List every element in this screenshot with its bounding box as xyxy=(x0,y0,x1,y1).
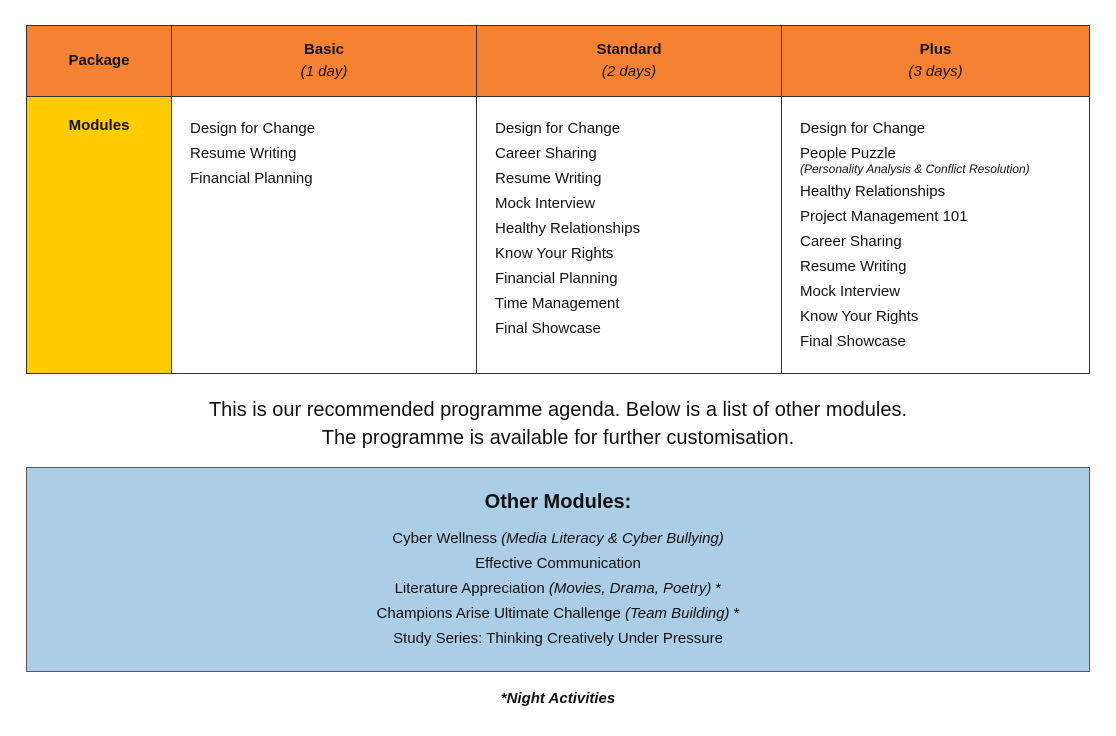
list-item: Resume Writing xyxy=(800,258,907,275)
package-name: Basic xyxy=(303,41,345,58)
other-modules-list xyxy=(27,526,1089,651)
list-item: Final Showcase xyxy=(495,320,601,337)
list-item: Healthy Relationships xyxy=(495,220,641,237)
module-suffix: * xyxy=(711,580,722,597)
module-name: Literature Appreciation xyxy=(394,580,549,597)
list-item: Healthy Relationships xyxy=(800,183,946,200)
other-modules-box xyxy=(26,467,1090,672)
list-item: Project Management 101 xyxy=(800,208,968,225)
basic-modules-cell xyxy=(172,97,477,374)
list-item xyxy=(27,601,1089,626)
note-line: The programme is available for further customisation. xyxy=(321,427,795,449)
header-standard xyxy=(477,26,782,97)
modules-row xyxy=(27,97,1090,374)
module-name: Champions Arise Ultimate Challenge xyxy=(376,605,625,622)
list-item: Know Your Rights xyxy=(495,245,614,262)
module-subtitle: (Personality Analysis & Conflict Resolution) xyxy=(800,162,1030,176)
note-line: This is our recommended programme agenda. Below is a list of other modules. xyxy=(208,399,908,421)
list-item: Final Showcase xyxy=(800,333,906,350)
list-item: Know Your Rights xyxy=(800,308,919,325)
package-duration: (2 days) xyxy=(601,63,657,80)
package-comparison-table xyxy=(26,25,1090,374)
list-item: Resume Writing xyxy=(190,145,297,162)
package-duration: (1 day) xyxy=(300,63,348,80)
header-package-label: Package xyxy=(27,26,172,97)
module-detail: (Team Building) xyxy=(624,605,730,622)
recommendation-note xyxy=(0,396,1116,452)
module-suffix: * xyxy=(729,605,740,622)
list-item xyxy=(27,626,1089,651)
modules-row-label: Modules xyxy=(27,97,172,374)
list-item xyxy=(800,141,1089,176)
header-plus xyxy=(782,26,1090,97)
list-item: Resume Writing xyxy=(495,170,602,187)
list-item: Career Sharing xyxy=(495,145,597,162)
header-basic xyxy=(172,26,477,97)
list-item: Financial Planning xyxy=(495,270,618,287)
module-name: Effective Communication xyxy=(475,555,641,572)
standard-modules-list xyxy=(495,116,781,341)
package-name: Standard xyxy=(596,41,662,58)
package-duration: (3 days) xyxy=(908,63,963,80)
module-detail: (Movies, Drama, Poetry) xyxy=(548,580,712,597)
module-name: Study Series: Thinking Creatively Under Pressure xyxy=(393,630,723,647)
standard-modules-cell xyxy=(477,97,782,374)
list-item: Mock Interview xyxy=(495,195,596,212)
list-item: Financial Planning xyxy=(190,170,313,187)
basic-modules-list xyxy=(190,116,476,191)
plus-modules-list xyxy=(800,116,1089,354)
footnote: *Night Activities xyxy=(500,690,616,707)
module-detail: (Media Literacy & Cyber Bullying) xyxy=(501,530,724,547)
list-item xyxy=(27,551,1089,576)
list-item xyxy=(27,576,1089,601)
list-item: Design for Change xyxy=(190,120,316,137)
table-header-row xyxy=(27,26,1090,97)
list-item: Time Management xyxy=(495,295,620,312)
list-item: Mock Interview xyxy=(800,283,901,300)
list-item xyxy=(27,526,1089,551)
plus-modules-cell xyxy=(782,97,1090,374)
other-modules-title: Other Modules: xyxy=(484,491,632,513)
module-name: Cyber Wellness xyxy=(392,530,502,547)
list-item: Design for Change xyxy=(800,120,926,137)
module-name: People Puzzle xyxy=(800,145,896,162)
package-name: Plus xyxy=(919,41,952,58)
list-item: Design for Change xyxy=(495,120,621,137)
list-item: Career Sharing xyxy=(800,233,902,250)
